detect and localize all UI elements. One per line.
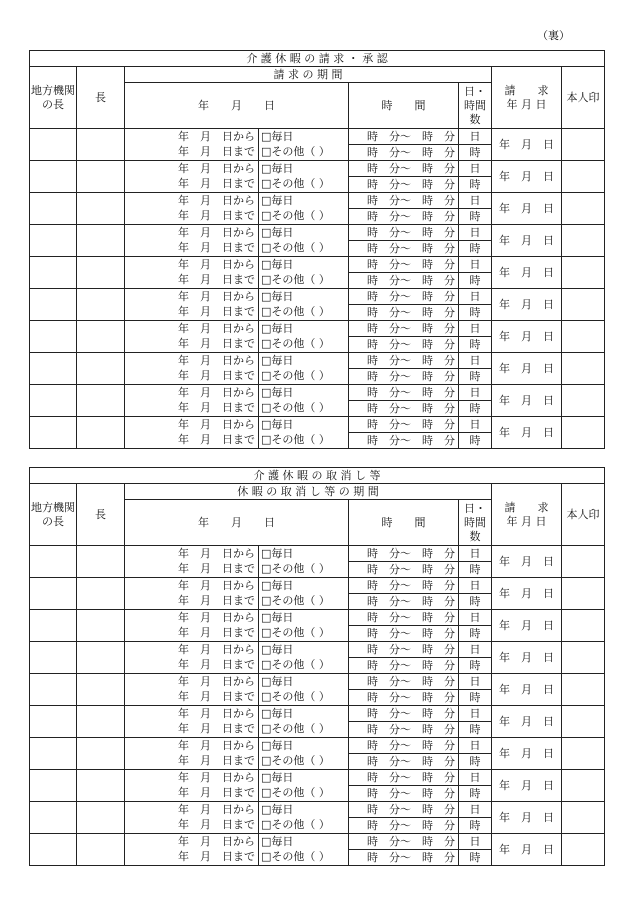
date-to: 年 月 日まで [125,754,259,770]
date-to: 年 月 日まで [125,337,259,353]
checkbox-daily[interactable]: □毎日 [259,674,349,690]
time-range: 時 分～ 時 分 [349,706,459,722]
seal-cell[interactable] [562,161,605,193]
chief-cell[interactable] [77,802,125,834]
time-range: 時 分～ 時 分 [349,209,459,225]
header-days-hours: 日・時間数 [459,83,492,129]
time-range: 時 分～ 時 分 [349,433,459,449]
checkbox-other[interactable]: □その他（ ） [259,786,349,802]
local-gov-head-cell[interactable] [30,578,77,610]
date-from: 年 月 日から [125,738,259,754]
unit-hour: 時 [459,626,492,642]
table-row [30,385,605,401]
date-from: 年 月 日から [125,642,259,658]
request-date: 年 月 日 [492,578,562,610]
request-date: 年 月 日 [492,225,562,257]
table-body [30,468,605,866]
local-gov-head-cell[interactable] [30,610,77,642]
date-from: 年 月 日から [125,257,259,273]
time-range: 時 分～ 時 分 [349,802,459,818]
header-chief: 長 [77,67,125,129]
request-date: 年 月 日 [492,674,562,706]
table-row [30,770,605,786]
table-row [30,129,605,145]
header-request-date-bottom: 年 月 日 [506,97,547,111]
date-from: 年 月 日から [125,578,259,594]
unit-day: 日 [459,674,492,690]
date-from: 年 月 日から [125,674,259,690]
header-request-date-top: 請 求 [504,83,549,97]
date-from: 年 月 日から [125,610,259,626]
seal-cell[interactable] [562,385,605,417]
time-range: 時 分～ 時 分 [349,257,459,273]
unit-day: 日 [459,770,492,786]
local-gov-head-cell[interactable] [30,257,77,289]
request-date: 年 月 日 [492,706,562,738]
checkbox-daily[interactable]: □毎日 [259,706,349,722]
seal-cell[interactable] [562,129,605,161]
seal-cell[interactable] [562,802,605,834]
header-days-hours: 日・時間数 [459,500,492,546]
chief-cell[interactable] [77,289,125,321]
local-gov-head-cell[interactable] [30,770,77,802]
local-gov-head-cell[interactable] [30,738,77,770]
date-from: 年 月 日から [125,129,259,145]
time-range: 時 分～ 時 分 [349,225,459,241]
unit-day: 日 [459,257,492,273]
chief-cell[interactable] [77,385,125,417]
time-range: 時 分～ 時 分 [349,850,459,866]
checkbox-daily[interactable]: □毎日 [259,321,349,337]
seal-cell[interactable] [562,674,605,706]
time-range: 時 分～ 時 分 [349,754,459,770]
unit-hour: 時 [459,145,492,161]
table-row [30,834,605,850]
header-seal: 本人印 [562,484,605,546]
request-date: 年 月 日 [492,161,562,193]
local-gov-head-cell[interactable] [30,834,77,866]
checkbox-daily[interactable]: □毎日 [259,834,349,850]
checkbox-other[interactable]: □その他（ ） [259,241,349,257]
checkbox-daily[interactable]: □毎日 [259,802,349,818]
checkbox-other[interactable]: □その他（ ） [259,273,349,289]
unit-hour: 時 [459,337,492,353]
seal-cell[interactable] [562,610,605,642]
table-row [30,257,605,273]
header-ymd: 年 月 日 [125,83,349,129]
time-range: 時 分～ 時 分 [349,690,459,706]
local-gov-head-cell[interactable] [30,129,77,161]
checkbox-daily[interactable]: □毎日 [259,642,349,658]
checkbox-other[interactable]: □その他（ ） [259,690,349,706]
date-from: 年 月 日から [125,834,259,850]
request-date: 年 月 日 [492,738,562,770]
unit-day: 日 [459,802,492,818]
chief-cell[interactable] [77,257,125,289]
header-local-gov-head: 地方機関の長 [30,484,77,546]
request-date: 年 月 日 [492,257,562,289]
seal-cell[interactable] [562,642,605,674]
unit-day: 日 [459,289,492,305]
date-to: 年 月 日まで [125,626,259,642]
header-local-gov-head: 地方機関の長 [30,67,77,129]
date-to: 年 月 日まで [125,369,259,385]
checkbox-other[interactable]: □その他（ ） [259,594,349,610]
seal-cell[interactable] [562,706,605,738]
checkbox-daily[interactable]: □毎日 [259,193,349,209]
chief-cell[interactable] [77,642,125,674]
unit-day: 日 [459,161,492,177]
time-range: 時 分～ 時 分 [349,193,459,209]
unit-day: 日 [459,642,492,658]
table-row [30,225,605,241]
time-range: 時 分～ 時 分 [349,289,459,305]
date-from: 年 月 日から [125,417,259,433]
unit-hour: 時 [459,241,492,257]
cancellation-table [29,467,605,866]
table-row [30,161,605,177]
chief-cell[interactable] [77,225,125,257]
unit-day: 日 [459,706,492,722]
date-to: 年 月 日まで [125,177,259,193]
local-gov-head-cell[interactable] [30,706,77,738]
seal-cell[interactable] [562,770,605,802]
table-row [30,321,605,337]
time-range: 時 分～ 時 分 [349,594,459,610]
date-to: 年 月 日まで [125,273,259,289]
checkbox-other[interactable]: □その他（ ） [259,209,349,225]
time-range: 時 分～ 時 分 [349,161,459,177]
header-chief: 長 [77,484,125,546]
time-range: 時 分～ 時 分 [349,834,459,850]
chief-cell[interactable] [77,129,125,161]
checkbox-other[interactable]: □その他（ ） [259,722,349,738]
seal-cell[interactable] [562,546,605,578]
header-request-date [492,484,562,546]
table-row [30,802,605,818]
local-gov-head-cell[interactable] [30,321,77,353]
local-gov-head-cell[interactable] [30,161,77,193]
date-to: 年 月 日まで [125,562,259,578]
seal-cell[interactable] [562,225,605,257]
request-date: 年 月 日 [492,385,562,417]
time-range: 時 分～ 時 分 [349,353,459,369]
unit-hour: 時 [459,818,492,834]
time-range: 時 分～ 時 分 [349,626,459,642]
chief-cell[interactable] [77,321,125,353]
time-range: 時 分～ 時 分 [349,658,459,674]
seal-cell[interactable] [562,321,605,353]
time-range: 時 分～ 時 分 [349,177,459,193]
local-gov-head-cell[interactable] [30,546,77,578]
date-to: 年 月 日まで [125,786,259,802]
chief-cell[interactable] [77,674,125,706]
unit-hour: 時 [459,690,492,706]
date-to: 年 月 日まで [125,658,259,674]
unit-day: 日 [459,129,492,145]
unit-hour: 時 [459,658,492,674]
local-gov-head-cell[interactable] [30,193,77,225]
request-date: 年 月 日 [492,289,562,321]
time-range: 時 分～ 時 分 [349,273,459,289]
header-time: 時 間 [349,500,459,546]
checkbox-other[interactable]: □その他（ ） [259,305,349,321]
seal-cell[interactable] [562,738,605,770]
local-gov-head-cell[interactable] [30,417,77,449]
date-to: 年 月 日まで [125,209,259,225]
request-date: 年 月 日 [492,193,562,225]
checkbox-daily[interactable]: □毎日 [259,225,349,241]
unit-hour: 時 [459,305,492,321]
unit-hour: 時 [459,177,492,193]
date-to: 年 月 日まで [125,690,259,706]
seal-cell[interactable] [562,834,605,866]
table-row [30,193,605,209]
local-gov-head-cell[interactable] [30,225,77,257]
time-range: 時 分～ 時 分 [349,337,459,353]
time-range: 時 分～ 時 分 [349,417,459,433]
table-row [30,674,605,690]
date-to: 年 月 日まで [125,401,259,417]
unit-hour: 時 [459,209,492,225]
checkbox-daily[interactable]: □毎日 [259,417,349,433]
seal-cell[interactable] [562,353,605,385]
time-range: 時 分～ 時 分 [349,738,459,754]
checkbox-daily[interactable]: □毎日 [259,770,349,786]
checkbox-other[interactable]: □その他（ ） [259,401,349,417]
checkbox-other[interactable]: □その他（ ） [259,177,349,193]
time-range: 時 分～ 時 分 [349,578,459,594]
checkbox-other[interactable]: □その他（ ） [259,658,349,674]
unit-day: 日 [459,353,492,369]
seal-cell[interactable] [562,417,605,449]
request-date: 年 月 日 [492,546,562,578]
time-range: 時 分～ 時 分 [349,818,459,834]
date-to: 年 月 日まで [125,145,259,161]
header-request-date-top: 請 求 [504,500,549,514]
unit-day: 日 [459,738,492,754]
table-row [30,578,605,594]
unit-hour: 時 [459,850,492,866]
request-date: 年 月 日 [492,802,562,834]
local-gov-head-cell[interactable] [30,674,77,706]
date-to: 年 月 日まで [125,722,259,738]
request-date: 年 月 日 [492,321,562,353]
table-row [30,353,605,369]
time-range: 時 分～ 時 分 [349,770,459,786]
request-date: 年 月 日 [492,129,562,161]
header-time: 時 間 [349,83,459,129]
header-ymd: 年 月 日 [125,500,349,546]
date-from: 年 月 日から [125,706,259,722]
unit-day: 日 [459,225,492,241]
date-from: 年 月 日から [125,161,259,177]
time-range: 時 分～ 時 分 [349,546,459,562]
date-to: 年 月 日まで [125,241,259,257]
local-gov-head-cell[interactable] [30,642,77,674]
chief-cell[interactable] [77,610,125,642]
unit-day: 日 [459,417,492,433]
date-from: 年 月 日から [125,225,259,241]
checkbox-daily[interactable]: □毎日 [259,578,349,594]
table-row [30,289,605,305]
time-range: 時 分～ 時 分 [349,642,459,658]
chief-cell[interactable] [77,546,125,578]
section-title: 介 護 休 暇 の 取 消 し 等 [30,468,605,484]
unit-hour: 時 [459,369,492,385]
header-period: 請 求 の 期 間 [125,67,492,83]
request-date: 年 月 日 [492,353,562,385]
time-range: 時 分～ 時 分 [349,610,459,626]
checkbox-daily[interactable]: □毎日 [259,385,349,401]
checkbox-other[interactable]: □その他（ ） [259,369,349,385]
date-from: 年 月 日から [125,385,259,401]
request-date: 年 月 日 [492,834,562,866]
checkbox-other[interactable]: □その他（ ） [259,818,349,834]
header-period: 休 暇 の 取 消 し 等 の 期 間 [125,484,492,500]
chief-cell[interactable] [77,161,125,193]
time-range: 時 分～ 時 分 [349,305,459,321]
seal-cell[interactable] [562,289,605,321]
checkbox-daily[interactable]: □毎日 [259,610,349,626]
checkbox-other[interactable]: □その他（ ） [259,337,349,353]
date-from: 年 月 日から [125,546,259,562]
table-row [30,706,605,722]
unit-day: 日 [459,834,492,850]
time-range: 時 分～ 時 分 [349,241,459,257]
checkbox-daily[interactable]: □毎日 [259,257,349,273]
local-gov-head-cell[interactable] [30,385,77,417]
checkbox-daily[interactable]: □毎日 [259,738,349,754]
chief-cell[interactable] [77,193,125,225]
time-range: 時 分～ 時 分 [349,385,459,401]
section-title: 介 護 休 暇 の 請 求 ・ 承 認 [30,51,605,67]
request-date: 年 月 日 [492,770,562,802]
request-date: 年 月 日 [492,610,562,642]
time-range: 時 分～ 時 分 [349,129,459,145]
date-from: 年 月 日から [125,802,259,818]
unit-day: 日 [459,578,492,594]
checkbox-daily[interactable]: □毎日 [259,161,349,177]
date-to: 年 月 日まで [125,850,259,866]
unit-hour: 時 [459,594,492,610]
local-gov-head-cell[interactable] [30,353,77,385]
time-range: 時 分～ 時 分 [349,401,459,417]
time-range: 時 分～ 時 分 [349,562,459,578]
date-from: 年 月 日から [125,193,259,209]
header-request-date-bottom: 年 月 日 [506,514,547,528]
unit-hour: 時 [459,754,492,770]
local-gov-head-cell[interactable] [30,289,77,321]
unit-day: 日 [459,321,492,337]
checkbox-other[interactable]: □その他（ ） [259,626,349,642]
date-to: 年 月 日まで [125,594,259,610]
unit-day: 日 [459,546,492,562]
checkbox-other[interactable]: □その他（ ） [259,850,349,866]
checkbox-other[interactable]: □その他（ ） [259,754,349,770]
table-body [30,51,605,449]
unit-hour: 時 [459,401,492,417]
time-range: 時 分～ 時 分 [349,145,459,161]
time-range: 時 分～ 時 分 [349,369,459,385]
date-to: 年 月 日まで [125,305,259,321]
header-request-date [492,67,562,129]
unit-hour: 時 [459,722,492,738]
checkbox-other[interactable]: □その他（ ） [259,562,349,578]
unit-hour: 時 [459,273,492,289]
request-date: 年 月 日 [492,417,562,449]
checkbox-daily[interactable]: □毎日 [259,289,349,305]
chief-cell[interactable] [77,834,125,866]
chief-cell[interactable] [77,770,125,802]
date-to: 年 月 日まで [125,818,259,834]
local-gov-head-cell[interactable] [30,802,77,834]
table-row [30,417,605,433]
date-from: 年 月 日から [125,289,259,305]
seal-cell[interactable] [562,257,605,289]
request-approval-table [29,50,605,449]
time-range: 時 分～ 時 分 [349,722,459,738]
table-row [30,642,605,658]
table-row [30,546,605,562]
time-range: 時 分～ 時 分 [349,674,459,690]
checkbox-daily[interactable]: □毎日 [259,546,349,562]
header-seal: 本人印 [562,67,605,129]
chief-cell[interactable] [77,706,125,738]
date-from: 年 月 日から [125,321,259,337]
date-to: 年 月 日まで [125,433,259,449]
chief-cell[interactable] [77,353,125,385]
table-row [30,610,605,626]
time-range: 時 分～ 時 分 [349,321,459,337]
seal-cell[interactable] [562,193,605,225]
table-row [30,738,605,754]
date-from: 年 月 日から [125,770,259,786]
checkbox-other[interactable]: □その他（ ） [259,145,349,161]
time-range: 時 分～ 時 分 [349,786,459,802]
unit-hour: 時 [459,433,492,449]
unit-day: 日 [459,193,492,209]
unit-day: 日 [459,610,492,626]
checkbox-daily[interactable]: □毎日 [259,129,349,145]
date-from: 年 月 日から [125,353,259,369]
chief-cell[interactable] [77,738,125,770]
seal-cell[interactable] [562,578,605,610]
chief-cell[interactable] [77,417,125,449]
chief-cell[interactable] [77,578,125,610]
unit-day: 日 [459,385,492,401]
request-date: 年 月 日 [492,642,562,674]
checkbox-daily[interactable]: □毎日 [259,353,349,369]
unit-hour: 時 [459,786,492,802]
page-side-mark: （裏） [537,29,570,42]
unit-hour: 時 [459,562,492,578]
checkbox-other[interactable]: □その他（ ） [259,433,349,449]
